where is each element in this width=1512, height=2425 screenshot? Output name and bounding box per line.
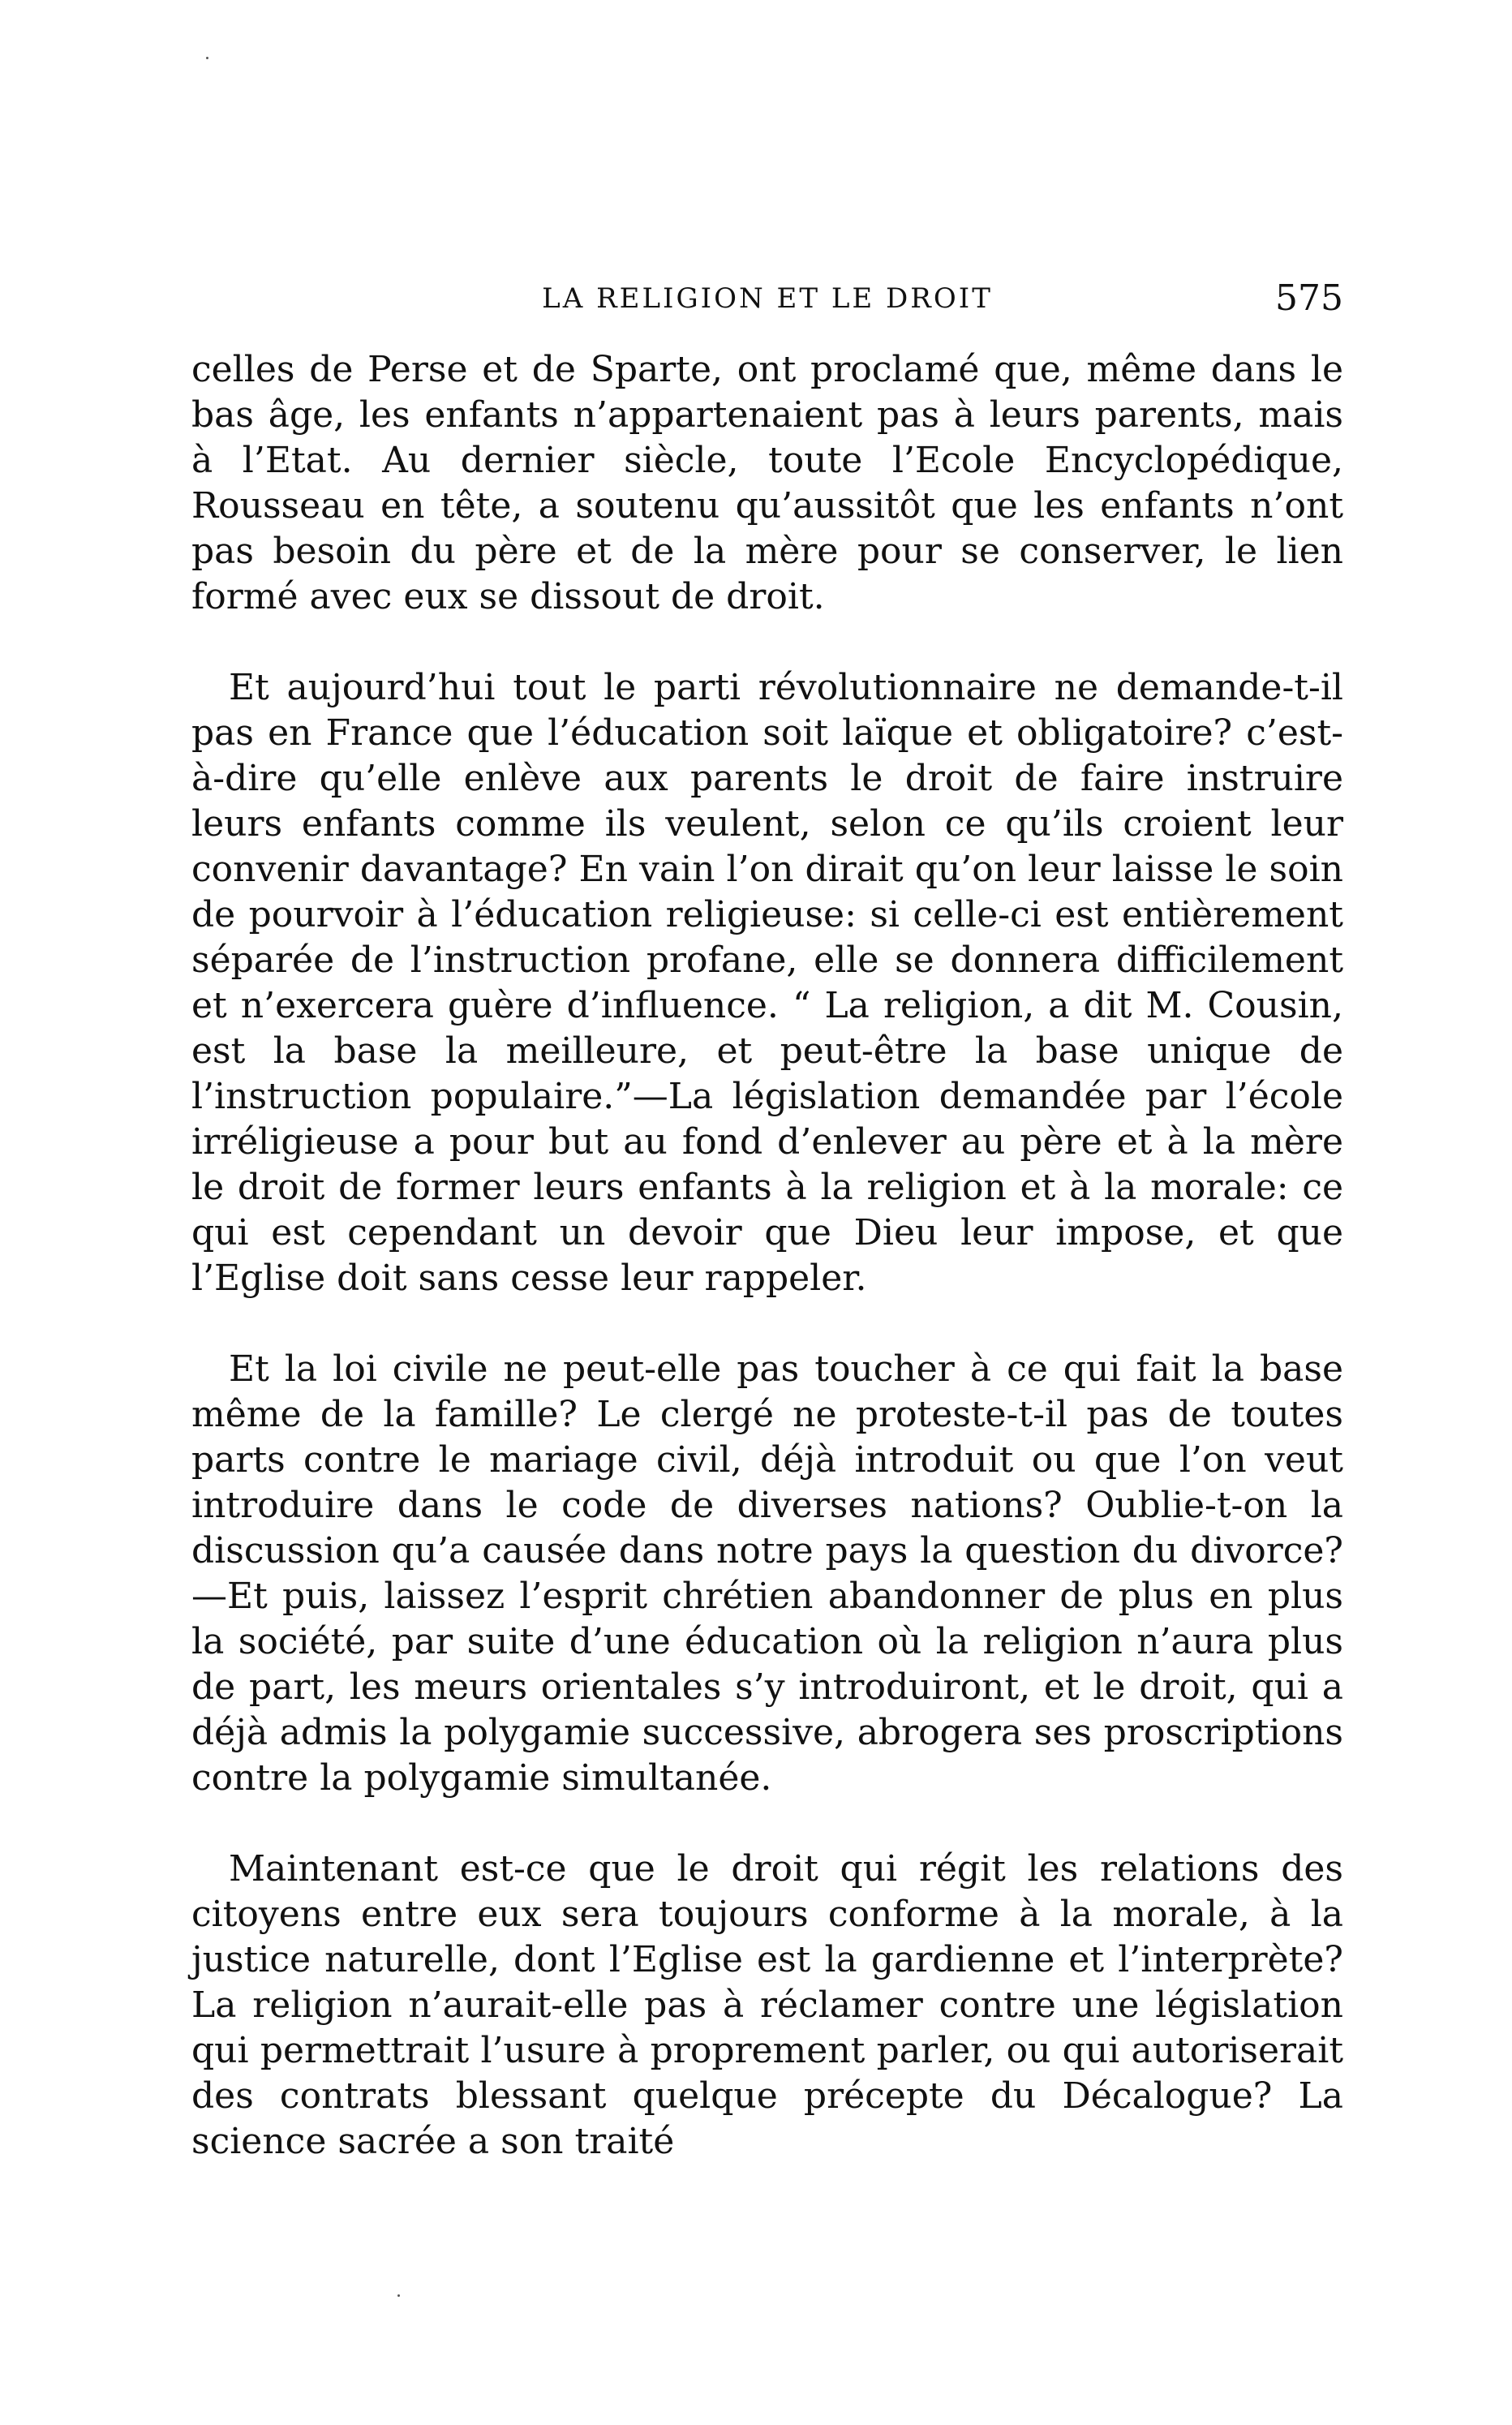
scan-speck — [206, 57, 208, 59]
paragraph: Maintenant est-ce que le droit qui régit les relations des citoyens entre eux sera toujours conforme à la morale, à la justice naturelle, dont l’Eglise est la gardienne et l’interprète? La religion n’aurait-elle pas à réclamer contre une législation qui permettrait l’usure à proprement parler, ou qui autoriserait des contrats blessant quelque précepte du Décalogue? La science sacrée a son traité — [191, 1848, 1343, 2162]
paragraph: celles de Perse et de Sparte, ont proclamé que, même dans le bas âge, les enfants n’appartenaient pas à leurs parents, mais à l’Etat. Au dernier siècle, toute l’Ecole Encyclopédique, Rousseau en tête, a soutenu qu’aussitôt que les enfants n’ont pas besoin du père et de la mère pour se conserver, le lien formé avec eux se dissout de droit. — [191, 349, 1343, 617]
scan-speck — [397, 2294, 400, 2297]
running-title: LA RELIGION ET LE DROIT — [542, 282, 993, 315]
paragraph: Et aujourd’hui tout le parti révolutionnaire ne demande-t-il pas en France que l’éducation soit laïque et obligatoire? c’est-à-dire qu’elle enlève aux parents le droit de faire instruire leurs enfants comme ils veulent, selon ce qu’ils croient leur convenir davantage? En vain l’on dirait qu’on leur laisse le soin de pourvoir à l’éducation religieuse: si celle-ci est entièrement séparée de l’instruction profane, elle se donnera difficilement et n’exercera guère d’influence. “ La religion, a dit M. Cousin, est la base la meilleure, et peut-être la base unique de l’instruction populaire.”—La législation demandée par l’école irréligieuse a pour but au fond d’enlever au père et à la mère le droit de former leurs enfants à la religion et à la morale: ce qui est cependant un devoir que Dieu leur impose, et que l’Eglise doit sans cesse leur rappeler. — [191, 667, 1343, 1299]
page-header — [191, 274, 1343, 323]
paragraph: Et la loi civile ne peut-elle pas toucher à ce qui fait la base même de la famille? Le clergé ne proteste-t-il pas de toutes parts contre le mariage civil, déjà introduit ou que l’on veut introduire dans le code de diverses nations? Oublie-t-on la discussion qu’a causée dans notre pays la question du divorce?—Et puis, laissez l’esprit chrétien abandonner de plus en plus la société, par suite d’une éducation où la religion n’aura plus de part, les meurs orientales s’y introduiront, et le droit, qui a déjà admis la polygamie successive, abrogera ses proscriptions contre la polygamie simultanée. — [191, 1348, 1343, 1799]
body-text — [191, 347, 1343, 2165]
page-number: 575 — [1275, 277, 1343, 319]
